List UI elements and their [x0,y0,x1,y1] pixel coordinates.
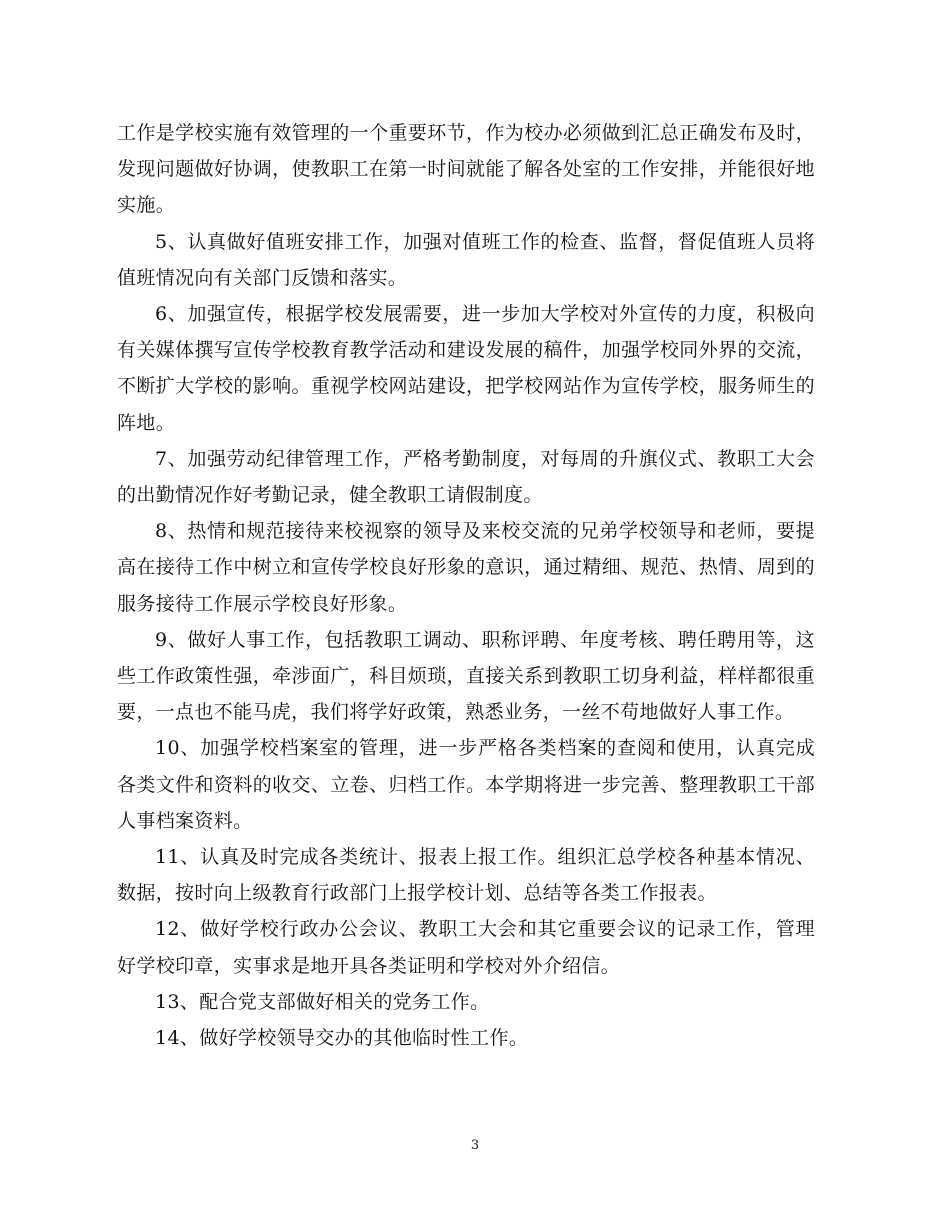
paragraph-item-5: 5、认真做好值班安排工作，加强对值班工作的检查、监督，督促值班人员将值班情况向有关部门反馈和落实。 [117,230,815,289]
paragraph-item-10: 10、加强学校档案室的管理，进一步严格各类档案的查阅和使用，认真完成各类文件和资料的收交、立卷、归档工作。本学期将进一步完善、整理教职工干部人事档案资料。 [117,737,815,832]
paragraph-item-9: 9、做好人事工作，包括教职工调动、职称评聘、年度考核、聘任聘用等，这些工作政策性强，牵涉面广，科目烦琐，直接关系到教职工切身利益，样样都很重要，一点也不能马虎，我们将学好政策，熟悉业务，一丝不苟地做好人事工作。 [117,628,815,724]
paragraph-continuation: 工作是学校实施有效管理的一个重要环节，作为校办必须做到汇总正确发布及时，发现问题做好协调，使教职工在第一时间就能了解各处室的工作安排，并能很好地实施。 [117,122,815,217]
page-number: 3 [470,1138,480,1153]
paragraph-item-8: 8、热情和规范接待来校视察的领导及来校交流的兄弟学校领导和老师，要提高在接待工作中树立和宣传学校良好形象的意识，通过精细、规范、热情、周到的服务接待工作展示学校良好形象。 [117,520,815,615]
paragraph-item-12: 12、做好学校行政办公会议、教职工大会和其它重要会议的记录工作，管理好学校印章，实事求是地开具各类证明和学校对外介绍信。 [117,918,815,977]
paragraph-item-7: 7、加强劳动纪律管理工作，严格考勤制度，对每周的升旗仪式、教职工大会的出勤情况作好考勤记录，健全教职工请假制度。 [117,447,815,507]
paragraph-item-6: 6、加强宣传，根据学校发展需要，进一步加大学校对外宣传的力度，积极向有关媒体撰写宣传学校教育教学活动和建设发展的稿件，加强学校同外界的交流，不断扩大学校的影响。重视学校网站建设，把学校网站作为宣传学校，服务师生的阵地。 [117,303,815,434]
paragraph-item-13: 13、配合党支部做好相关的党务工作。 [155,990,490,1013]
document-body [117,115,815,1056]
paragraph-item-14: 14、做好学校领导交办的其他临时性工作。 [155,1027,529,1050]
paragraph-item-11: 11、认真及时完成各类统计、报表上报工作。组织汇总学校各种基本情况、数据，按时向上级教育行政部门上报学校计划、总结等各类工作报表。 [117,846,815,905]
